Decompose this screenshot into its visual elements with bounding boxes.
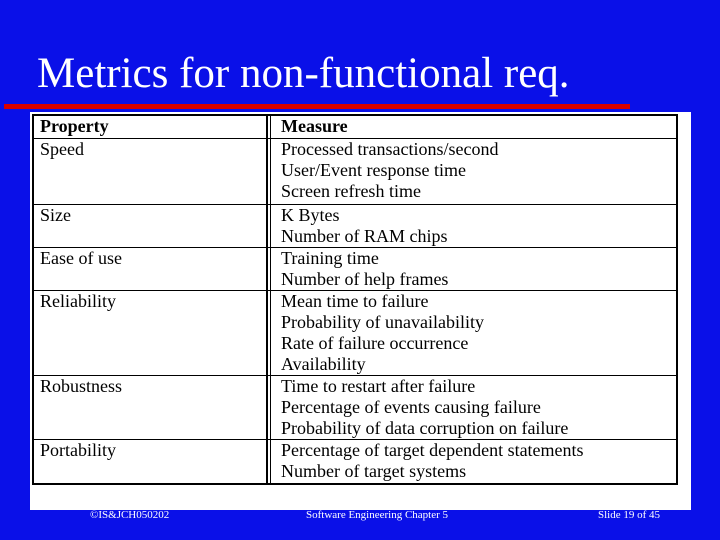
measure-item: Probability of data corruption on failure [281, 418, 569, 438]
header-property: Property [32, 116, 268, 138]
table-row [32, 139, 678, 205]
property-cell: Speed [32, 139, 268, 204]
measure-item: Mean time to failure [281, 291, 429, 311]
measure-cell [268, 205, 678, 247]
measure-item: User/Event response time [281, 160, 466, 180]
property-cell: Size [32, 205, 268, 247]
measure-item: K Bytes [281, 205, 340, 225]
footer-chapter: Software Engineering Chapter 5 [306, 509, 449, 521]
measure-item: Training time [281, 248, 379, 268]
measure-item: Number of RAM chips [281, 226, 448, 246]
measure-item: Rate of failure occurrence [281, 333, 469, 353]
measure-cell [268, 291, 678, 375]
property-cell: Robustness [32, 376, 268, 439]
measure-cell [268, 248, 678, 290]
measure-item: Number of target systems [281, 461, 467, 481]
property-cell: Portability [32, 440, 268, 483]
footer-copyright: ©IS&JCH050202 [90, 509, 170, 521]
table-row [32, 205, 678, 248]
measure-item: Time to restart after failure [281, 376, 476, 396]
measure-item: Screen refresh time [281, 181, 421, 201]
table-header-row [32, 116, 678, 139]
measure-item: Availability [281, 354, 366, 374]
metrics-table [32, 114, 678, 485]
measure-item: Processed transactions/second [281, 139, 499, 159]
table-row [32, 440, 678, 483]
measure-item: Percentage of events causing failure [281, 397, 541, 417]
slide-title: Metrics for non-functional req. [37, 50, 570, 97]
property-cell: Reliability [32, 291, 268, 375]
measure-item: Probability of unavailability [281, 312, 484, 332]
measure-cell [268, 440, 678, 483]
footer-slide-number: Slide 19 of 45 [598, 509, 661, 521]
title-underline [4, 104, 630, 109]
header-measure: Measure [268, 116, 678, 138]
table-row [32, 248, 678, 291]
measure-item: Percentage of target dependent statements [281, 440, 584, 460]
table-row [32, 376, 678, 440]
property-cell: Ease of use [32, 248, 268, 290]
measure-cell [268, 376, 678, 439]
measure-item: Number of help frames [281, 269, 449, 289]
measure-cell [268, 139, 678, 204]
table-panel [30, 112, 691, 510]
table-row [32, 291, 678, 376]
